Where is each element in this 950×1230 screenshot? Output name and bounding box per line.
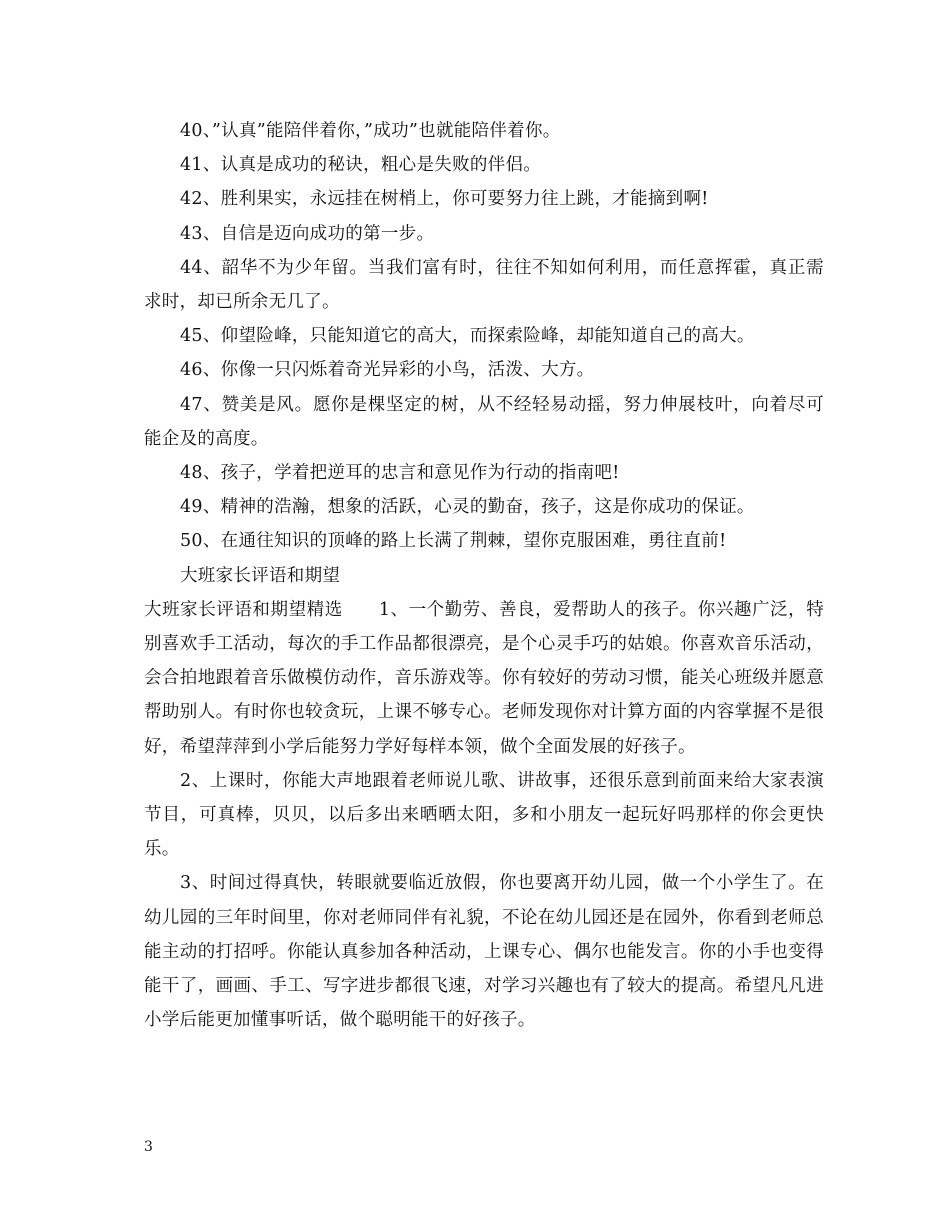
list-item: 47、赞美是风。愿你是棵坚定的树，从不经轻易动摇，努力伸展枝叶，向着尽可能企及的高度。 [144,394,824,449]
list-item: 46、你像一只闪烁着奇光异彩的小鸟，活泼、大方。 [180,360,595,381]
list-item: 48、孩子，学着把逆耳的忠言和意见作为行动的指南吧! [180,463,620,484]
list-item: 40、”认真”能陪伴着你，”成功”也就能陪伴着你。 [180,121,561,141]
comment-text: 1、一个勤劳、善良，爱帮助人的孩子。你兴趣广泛，特别喜欢手工活动，每次的手工作品都很漂亮，是个心灵手巧的姑娘。你喜欢音乐活动，会合拍地跟着音乐做模仿动作，音乐游戏等。你有较好的劳动习惯，能关心班级并愿意帮助别人。有时你也较贪玩，上课不够专心。老师发现你对计算方面的内容掌握不是很好，希望萍萍到小学后能努力学好每样本领，做个全面发展的好孩子。 [144,599,824,757]
comment-paragraph: 3、时间过得真快，转眼就要临近放假，你也要离开幼儿园，做一个小学生了。在幼儿园的三年时间里，你对老师同伴有礼貌，不论在幼儿园还是在园外，你看到老师总能主动的打招呼。你能认真参加各种活动，上课专心、偶尔也能发言。你的小手也变得能干了，画画、手工、写字进步都很飞速，对学习兴趣也有了较大的提高。希望凡凡进小学后能更加懂事听话，做个聪明能干的好孩子。 [144,873,824,1031]
section-subtitle: 大班家长评语和期望精选 [144,599,343,620]
list-item: 45、仰望险峰，只能知道它的高大，而探索险峰，却能知道自己的高大。 [180,326,755,347]
page-number: 3 [144,1139,153,1155]
list-item: 49、精神的浩瀚，想象的活跃，心灵的勤奋，孩子，这是你成功的保证。 [180,497,755,518]
section-heading: 大班家长评语和期望 [180,565,341,586]
list-item: 42、胜利果实，永远挂在树梢上，你可要努力往上跳，才能摘到啊! [180,189,709,210]
list-item: 50、在通往知识的顶峰的路上长满了荆棘，望你克服困难，勇往直前! [180,531,727,552]
document-body [144,114,824,1037]
list-item: 43、自信是迈向成功的第一步。 [180,223,435,244]
comment-paragraph: 2、上课时，你能大声地跟着老师说儿歌、讲故事，还很乐意到前面来给大家表演节目，可真棒，贝贝，以后多出来晒晒太阳，多和小朋友一起玩好吗那样的你会更快乐。 [144,770,824,860]
comment-paragraph [144,593,824,764]
list-item: 41、认真是成功的秘诀，粗心是失败的伴侣。 [180,155,542,176]
list-item: 44、韶华不为少年留。当我们富有时，往往不知如何利用，而任意挥霍，真正需求时，却已所余无几了。 [144,257,824,313]
